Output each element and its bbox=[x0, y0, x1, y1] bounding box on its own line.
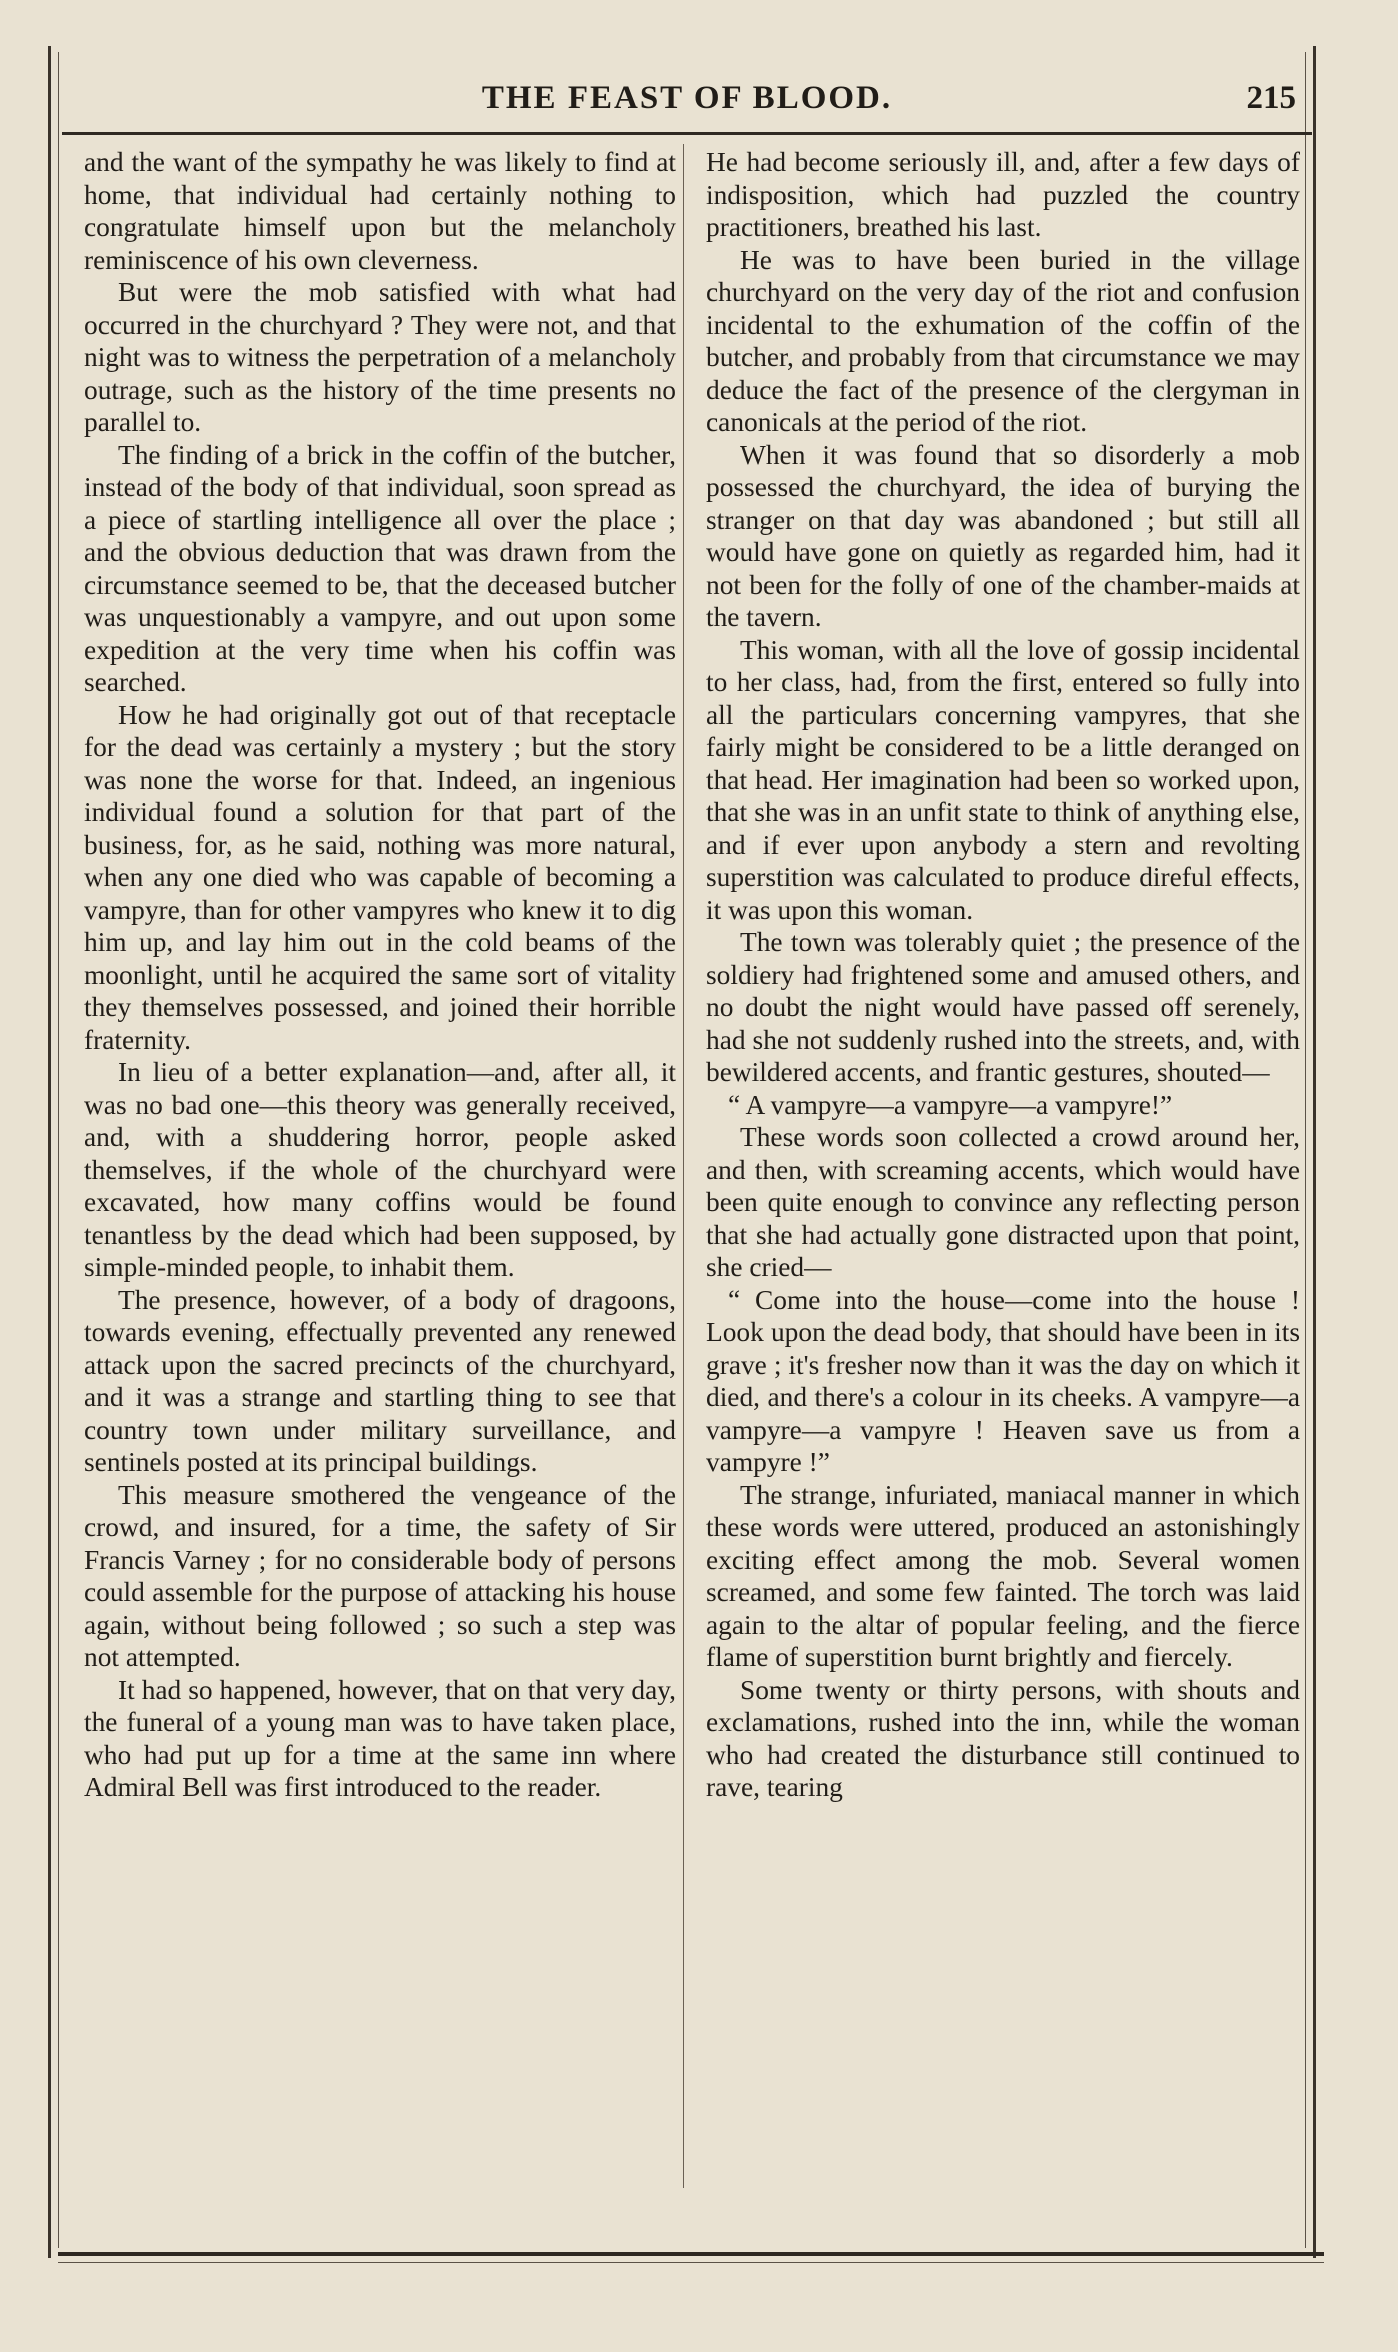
paragraph: But were the mob satisfied with what had occurred in the churchyard ? They were not, and that night was to witness the perpetration of a melancholy outrage, such as the history of the time presents no parallel to. bbox=[84, 277, 676, 437]
paragraph: The strange, infuriated, maniacal manner in which these words were uttered, produced an astonishingly exciting effect among the mob. Several women screamed, and some few fainted. The torch was laid again to the altar of popular feeling, and the fierce flame of superstition burnt brightly and fiercely. bbox=[706, 1479, 1300, 1672]
page-number: 215 bbox=[1246, 80, 1296, 116]
paragraph: It had so happened, however, that on that very day, the funeral of a young man was to have taken place, who had put up for a time at the same inn where Admiral Bell was first introduced to the reader. bbox=[84, 1674, 676, 1802]
paragraph: This measure smothered the vengeance of the crowd, and insured, for a time, the safety of Sir Francis Varney ; for no considerable body of persons could assemble for the purpose of attacking his house again, without being followed ; so such a step was not attempted. bbox=[84, 1479, 676, 1672]
paragraph: The finding of a brick in the coffin of the butcher, instead of the body of that individual, soon spread as a piece of startling intelligence all over the place ; and the obvious deduction that was drawn from the circumstance seemed to be, that the deceased butcher was unquestionably a vampyre, and out upon some expedition at the very time when his coffin was searched. bbox=[84, 439, 676, 697]
right-column bbox=[706, 146, 1300, 1804]
paragraph: How he had originally got out of that receptacle for the dead was certainly a mystery ; but the story was none the worse for that. Indeed, an ingenious individual found a solution for that part of the business, for, as he said, nothing was more natural, when any one died who was capable of becoming a vampyre, than for other vampyres who knew it to dig him up, and lay him out in the cold beams of the moonlight, until he acquired the same sort of vitality they themselves possessed, and joined their horrible fraternity. bbox=[84, 699, 676, 1055]
bottom-rule bbox=[58, 2252, 1324, 2256]
column-divider bbox=[683, 144, 684, 2188]
left-column bbox=[84, 146, 676, 1804]
paragraph: These words soon collected a crowd around her, and then, with screaming accents, which would have been quite enough to convince any reflecting person that she had actually gone distracted upon that point, she cried— bbox=[706, 1122, 1300, 1282]
paragraph: Some twenty or thirty persons, with shouts and exclamations, rushed into the inn, while the woman who had created the disturbance still continued to rave, tearing bbox=[706, 1674, 1300, 1802]
paragraph: When it was found that so disorderly a mob possessed the churchyard, the idea of burying the stranger on that day was abandoned ; but still all would have gone on quietly as regarded him, had it not been for the folly of one of the chamber-maids at the tavern. bbox=[706, 439, 1300, 632]
paragraph: In lieu of a better explanation—and, after all, it was no bad one—this theory was generally received, and, with a shuddering horror, people asked themselves, if the whole of the churchyard were excavated, how many coffins would be found tenantless by the dead which had been supposed, by simple-minded people, to inhabit them. bbox=[84, 1057, 676, 1282]
paragraph: and the want of the sympathy he was likely to find at home, that individual had certainly nothing to congratulate himself upon but the melancholy reminiscence of his own cleverness. bbox=[84, 147, 676, 275]
running-header bbox=[62, 72, 1312, 135]
paragraph: He was to have been buried in the village churchyard on the very day of the riot and confusion incidental to the exhumation of the coffin of the butcher, and probably from that circumstance we may deduce the fact of the presence of the clergyman in canonicals at the period of the riot. bbox=[706, 244, 1300, 437]
quotation: “ Come into the house—come into the house ! Look upon the dead body, that should have been in its grave ; it's fresher now than it was the day on which it died, and there's a colour in its cheeks. A vampyre—a vampyre—a vampyre ! Heaven save us from a vampyre !” bbox=[706, 1284, 1300, 1477]
page-title: THE FEAST OF BLOOD. bbox=[481, 80, 893, 116]
paragraph: The town was tolerably quiet ; the presence of the soldiery had frightened some and amused others, and no doubt the night would have passed off serenely, had she not suddenly rushed into the streets, and, with bewildered accents, and frantic gestures, shouted— bbox=[706, 927, 1300, 1087]
paragraph: He had become seriously ill, and, after a few days of indisposition, which had puzzled the country practitioners, breathed his last. bbox=[706, 147, 1300, 242]
quotation: “ A vampyre—a vampyre—a vampyre!” bbox=[728, 1089, 1173, 1120]
paragraph: The presence, however, of a body of dragoons, towards evening, effectually prevented any renewed attack upon the sacred precincts of the churchyard, and it was a strange and startling thing to see that country town under military surveillance, and sentinels posted at its principal buildings. bbox=[84, 1284, 676, 1477]
bottom-rule-thin bbox=[58, 2262, 1324, 2263]
paragraph: This woman, with all the love of gossip incidental to her class, had, from the first, entered so fully into all the particulars concerning vampyres, that she fairly might be considered to be a little deranged on that head. Her imagination had been so worked upon, that she was in an unfit state to think of anything else, and if ever upon anybody a stern and revolting superstition was calculated to produce direful effects, it was upon this woman. bbox=[706, 634, 1300, 925]
